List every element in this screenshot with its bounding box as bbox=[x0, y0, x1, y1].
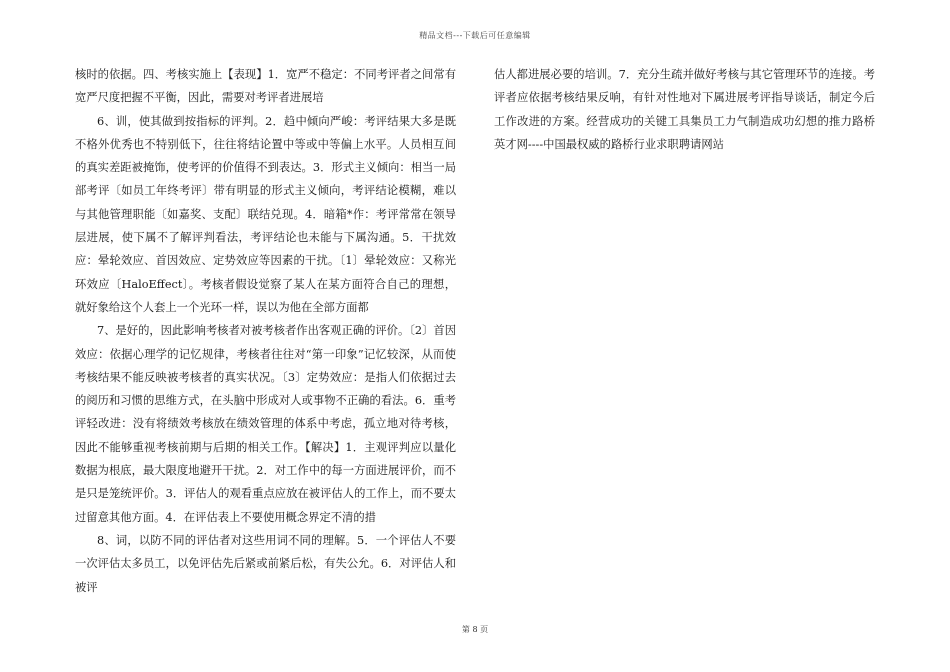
left-text-column bbox=[75, 63, 456, 599]
paragraph: 估人都进展必要的培训。7．充分生疏并做好考核与其它管理环节的连接。考评者应依据考核结果反响，有针对性地对下属进展考评指导谈话，制定今后工作改进的方案。经营成功的关键工具集员工力气制造成功幻想的推力路桥英才网----中国最权威的路桥行业求职聘请网站 bbox=[494, 68, 875, 151]
paragraph: 7、是好的，因此影响考核者对被考核者作出客观正确的评价。〔2〕首因效应：依据心理学的记忆规律，考核者往往对“第一印象”记忆较深，从而使考核结果不能反映被考核者的真实状况。〔3〕定势效应：是指人们依据过去的阅历和习惯的思维方式，在头脑中形成对人或事物不正确的看法。6．重考评轻改进：没有将绩效考核放在绩效管理的体系中考虑，孤立地对待考核，因此不能够重视考核前期与后期的相关工作。【解决】1．主观评判应以量化数据为根底，最大限度地避开干扰。2．对工作中的每一方面进展评价，而不是只是笼统评价。3．评估人的观看重点应放在被评估人的工作上，而不要太过留意其他方面。4．在评估表上不要使用概念界定不清的措 bbox=[75, 324, 456, 524]
page-number: 第 8 页 bbox=[461, 625, 489, 634]
right-text-column bbox=[494, 63, 875, 156]
page-header: 精品文档---下载后可任意编辑 bbox=[419, 31, 531, 40]
paragraph: 核时的依据。四、考核实施上【表现】1．宽严不稳定：不同考评者之间常有宽严尺度把握不平衡，因此，需要对考评者进展培 bbox=[75, 68, 456, 105]
paragraph: 6、训，使其做到按指标的评判。2．趋中倾向严峻：考评结果大多是既不格外优秀也不特别低下，往往将结论置中等或中等偏上水平。人员相互间的真实差距被掩饰，使考评的价值得不到表达。3．形式主义倾向：相当一局部考评〔如员工年终考评〕带有明显的形式主义倾向，考评结论模糊，难以与其他管理职能〔如嘉奖、支配〕联结兑现。4．暗箱*作：考评常常在领导层进展，使下属不了解评判看法，考评结论也未能与下属沟通。5．干扰效应：晕轮效应、首因效应、定势效应等因素的干扰。〔1〕晕轮效应：又称光环效应〔HaloEffect〕。考核者假设觉察了某人在某方面符合自己的理想，就好象给这个人套上一个光环一样，误以为他在全部方面都 bbox=[75, 114, 456, 314]
paragraph: 8、词，以防不同的评估者对这些用词不同的理解。5．一个评估人不要一次评估太多员工，以免评估先后紧或前紧后松，有失公允。6．对评估人和被评 bbox=[75, 533, 456, 594]
